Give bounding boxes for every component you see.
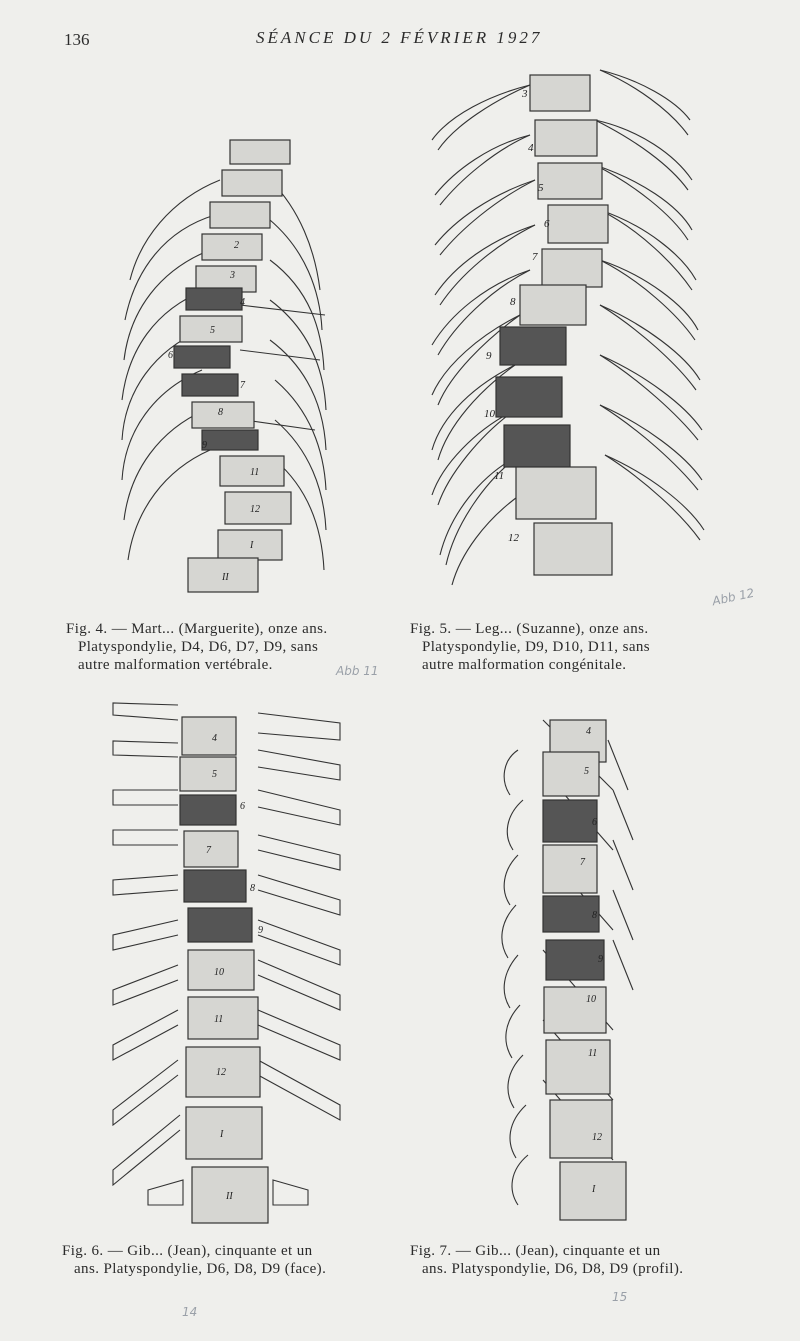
running-head: SÉANCE DU 2 FÉVRIER 1927: [256, 28, 543, 47]
figure-5-illustration: [420, 55, 710, 600]
vertebra-label: II: [222, 572, 229, 583]
vertebra-label: 7: [532, 251, 538, 263]
vertebra-label: 12: [508, 532, 519, 544]
handwritten-note: 14: [182, 1305, 198, 1319]
figure-6-caption: [62, 1242, 392, 1278]
figure-7-caption: [410, 1242, 740, 1278]
vertebra-label: 8: [592, 910, 597, 921]
vertebra-label: 8: [250, 883, 255, 894]
vertebra-label: 5: [212, 769, 217, 780]
vertebra-label: 4: [240, 297, 245, 308]
vertebra-label: 3: [230, 270, 235, 281]
caption-line: autre malformation vertébrale.: [78, 657, 273, 673]
vertebra-label: I: [592, 1184, 596, 1195]
caption-line: ans. Platyspondylie, D6, D8, D9 (face).: [74, 1261, 327, 1277]
vertebra-label: II: [226, 1191, 233, 1202]
vertebra-label: 4: [212, 733, 217, 744]
vertebra-label: 10: [484, 408, 495, 420]
vertebra-label: 6: [168, 350, 173, 361]
spine-drawing-fig7: [488, 700, 638, 1225]
vertebra-label: 11: [250, 467, 260, 478]
vertebra-label: 12: [592, 1132, 602, 1143]
vertebra-label: 11: [214, 1014, 224, 1025]
vertebra-label: 10: [214, 967, 224, 978]
caption-line: Fig. 6. — Gib... (Jean), cinquante et un: [62, 1243, 313, 1259]
vertebra-label: 4: [586, 726, 591, 737]
vertebra-label: I: [220, 1129, 224, 1140]
figure-4-illustration: [110, 120, 340, 600]
vertebra-label: 7: [206, 845, 211, 856]
caption-line: Fig. 5. — Leg... (Suzanne), onze ans.: [410, 621, 649, 637]
vertebra-label: 2: [234, 240, 239, 251]
vertebra-label: 6: [240, 801, 245, 812]
figure-6-illustration: [108, 695, 348, 1230]
vertebra-label: 6: [544, 218, 550, 230]
figure-5-caption: [410, 620, 755, 674]
caption-line: Platyspondylie, D9, D10, D11, sans: [422, 639, 651, 655]
vertebra-label: 5: [210, 325, 215, 336]
page-number: 136: [64, 30, 90, 49]
vertebra-label: I: [250, 540, 254, 551]
spine-drawing-fig4: [110, 120, 340, 600]
vertebra-label: 3: [522, 88, 528, 100]
vertebra-label: 12: [216, 1067, 226, 1078]
caption-line: ans. Platyspondylie, D6, D8, D9 (profil).: [422, 1261, 684, 1277]
vertebra-label: 7: [240, 380, 245, 391]
vertebra-label: 11: [494, 470, 505, 482]
vertebra-label: 10: [586, 994, 596, 1005]
vertebra-label: 12: [250, 504, 260, 515]
vertebra-label: 9: [202, 440, 207, 451]
figure-7-illustration: [488, 700, 638, 1225]
handwritten-note: Abb 12: [711, 585, 756, 609]
vertebra-label: 9: [486, 350, 492, 362]
caption-line: Fig. 7. — Gib... (Jean), cinquante et un: [410, 1243, 661, 1259]
caption-line: Fig. 4. — Mart... (Marguerite), onze ans.: [66, 621, 328, 637]
vertebra-label: 8: [510, 296, 516, 308]
handwritten-note: 15: [612, 1290, 628, 1304]
spine-drawing-fig5: [420, 55, 710, 600]
caption-line: autre malformation congénitale.: [422, 657, 627, 673]
vertebra-label: 5: [584, 766, 589, 777]
handwritten-note: Abb 11: [336, 664, 379, 678]
vertebra-label: 6: [592, 817, 597, 828]
caption-line: Platyspondylie, D4, D6, D7, D9, sans: [78, 639, 319, 655]
spine-drawing-fig6: [108, 695, 348, 1230]
vertebra-label: 9: [258, 925, 263, 936]
vertebra-label: 9: [598, 954, 603, 965]
vertebra-label: 5: [538, 182, 544, 194]
vertebra-label: 8: [218, 407, 223, 418]
vertebra-label: 4: [528, 142, 534, 154]
vertebra-label: 11: [588, 1048, 598, 1059]
vertebra-label: 7: [580, 857, 585, 868]
